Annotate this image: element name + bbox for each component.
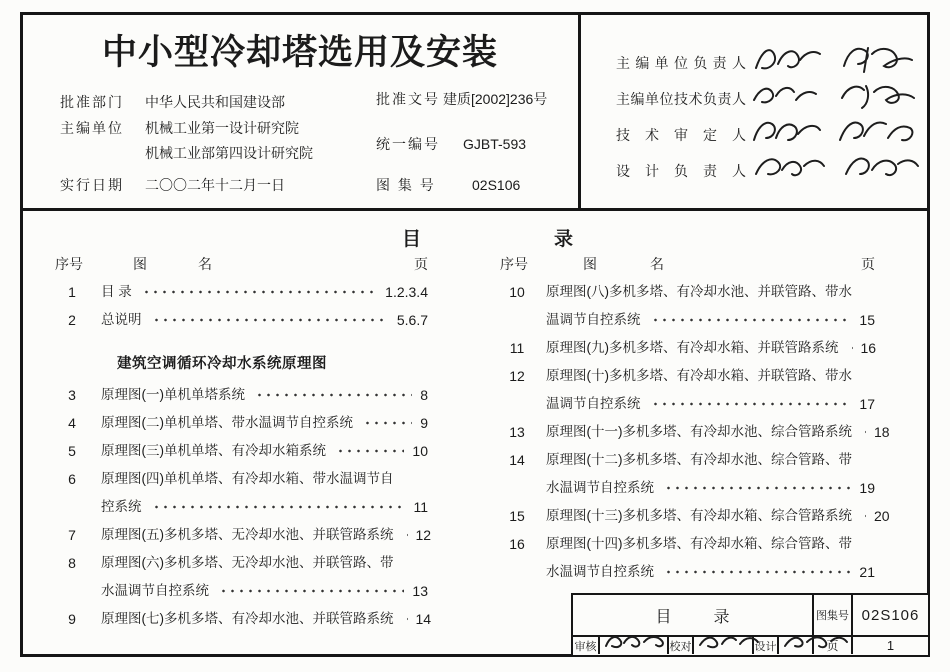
toc-indent (500, 558, 546, 586)
toc-row-number: 12 (509, 368, 525, 384)
toc-section-heading: 建筑空调循环冷却水系统原理图 (117, 356, 327, 372)
toc-row-page: 18 (874, 424, 890, 440)
editor-org-value-1: 机械工业第一设计研究院 (145, 120, 299, 136)
dot-leader (404, 533, 408, 537)
dot-leader (255, 393, 412, 397)
sheet-name-char-2: 录 (713, 608, 730, 626)
signatory-row (616, 80, 746, 120)
toc-row-wrap (500, 306, 875, 334)
toc-header-name: 名 (198, 256, 212, 272)
toc-row (55, 521, 432, 549)
document-title: 中小型冷却塔选用及安装 (101, 33, 498, 72)
toc-row-number: 11 (509, 340, 525, 356)
toc-row-title-continued: 控系统 (101, 499, 142, 514)
toc-row-title: 原理图(三)单机单塔、有冷却水箱系统 (101, 443, 326, 458)
dot-leader (664, 570, 851, 574)
title-block-row-1 (573, 595, 928, 637)
toc-row-page: 15 (859, 312, 875, 328)
editor-org-value-2: 机械工业部第四设计研究院 (145, 145, 313, 161)
toc-row (55, 605, 432, 633)
handwritten-signature-icon (748, 148, 926, 188)
unified-no-label: 统一编号 (376, 136, 440, 152)
handwritten-signature-icon (602, 632, 672, 652)
title-block-row-2 (573, 637, 928, 654)
titleblock-role-label: 设计 (754, 637, 779, 654)
toc-header-name: 名 (650, 256, 664, 272)
titleblock-role-label: 校对 (669, 637, 694, 654)
toc-row-number: 1 (68, 284, 76, 300)
effective-date-label: 实行日期 (60, 177, 124, 193)
toc-row (55, 278, 428, 306)
dot-leader (651, 318, 852, 322)
toc-row (55, 465, 428, 493)
handwritten-signature-icon (781, 632, 851, 652)
dot-leader (862, 430, 866, 434)
toc-row-title: 原理图(四)单机单塔、有冷却水箱、带水温调节自 (101, 471, 394, 486)
approval-dept-value: 中华人民共和国建设部 (145, 94, 285, 110)
signatory-role-label: 主编单位负责人 (616, 55, 746, 71)
toc-row (500, 502, 890, 530)
toc-row-page: 19 (859, 480, 875, 496)
toc-row-title-continued: 温调节自控系统 (546, 312, 641, 327)
unified-no-value: GJBT-593 (463, 136, 527, 152)
dot-leader (336, 449, 404, 453)
toc-row (500, 334, 875, 362)
toc-row-title: 原理图(八)多机多塔、有冷却水池、并联管路、带水 (546, 284, 852, 299)
toc-row (500, 278, 875, 306)
signatory-row (616, 152, 746, 192)
toc-row-page: 9 (420, 415, 428, 431)
toc-indent (500, 390, 546, 418)
toc-row-title: 原理图(十三)多机多塔、有冷却水箱、综合管路系统 (546, 508, 852, 523)
toc-column-header (55, 250, 428, 278)
toc-row (55, 306, 428, 334)
toc-row-title: 目 录 (101, 284, 132, 299)
dot-leader (862, 514, 866, 518)
toc-row-page: 8 (420, 387, 428, 403)
titleblock-role-label: 审核 (573, 637, 600, 654)
toc-row-page: 1.2.3.4 (385, 284, 428, 300)
toc-row-page: 13 (412, 583, 428, 599)
toc-row-wrap (500, 390, 875, 418)
toc-row-page: 17 (859, 396, 875, 412)
atlas-no-cell-label: 图集号 (814, 595, 853, 635)
dot-leader (363, 421, 412, 425)
toc-column-left (55, 250, 432, 633)
dot-leader (651, 402, 852, 406)
toc-row-number: 9 (68, 611, 76, 627)
approval-doc-no-label: 批准文号 (376, 91, 440, 107)
handwritten-signature-icon (696, 632, 766, 652)
toc-column-right (500, 250, 890, 586)
title-block-sheet-name (573, 595, 814, 635)
atlas-no-value: 02S106 (472, 177, 521, 193)
dot-leader (142, 290, 377, 294)
signatory-role-label: 设计负责人 (616, 163, 746, 179)
toc-row-title: 原理图(六)多机多塔、无冷却水池、并联管路、带 (101, 555, 394, 570)
dot-leader (219, 589, 404, 593)
dot-leader (152, 505, 406, 509)
toc-header-no: 序号 (500, 256, 528, 272)
toc-indent (55, 577, 101, 605)
toc-row (55, 549, 428, 577)
toc-row-number: 10 (509, 284, 525, 300)
atlas-no-label: 图 集 号 (376, 177, 436, 193)
toc-row-page: 5.6.7 (396, 312, 428, 328)
toc-row-title: 原理图(十四)多机多塔、有冷却水箱、综合管路、带 (546, 536, 852, 551)
toc-row-title: 原理图(九)多机多塔、有冷却水箱、并联管路系统 (546, 340, 839, 355)
titleblock-signature-cell (779, 637, 814, 654)
toc-row (55, 437, 428, 465)
toc-row-number: 3 (68, 387, 76, 403)
signatory-role-label: 技术审定人 (616, 127, 746, 143)
toc-header-fig: 图 (133, 256, 147, 272)
handwritten-signature-icon (748, 40, 926, 80)
toc-row-number: 6 (68, 471, 76, 487)
toc-indent (500, 474, 546, 502)
toc-column-header (500, 250, 875, 278)
dot-leader (664, 486, 851, 490)
approval-dept-label: 批准部门 (60, 94, 124, 110)
toc-row-number: 16 (509, 536, 525, 552)
toc-row (55, 381, 428, 409)
dot-leader (849, 346, 853, 350)
signatory-role-label: 主编单位技术负责人 (616, 91, 746, 107)
toc-row-page: 11 (413, 499, 428, 515)
toc-row-wrap (55, 493, 428, 521)
signatory-row (616, 44, 746, 84)
toc-row (55, 409, 428, 437)
toc-row-title: 原理图(十二)多机多塔、有冷却水池、综合管路、带 (546, 452, 852, 467)
header-vertical-divider (578, 12, 581, 211)
toc-row (500, 446, 875, 474)
toc-row-page: 14 (415, 611, 432, 627)
toc-row-title-continued: 水温调节自控系统 (101, 583, 209, 598)
toc-header-page: 页 (861, 256, 875, 272)
approval-doc-no-value: 建质[2002]236号 (443, 91, 548, 107)
dot-leader (152, 318, 389, 322)
toc-row-number: 15 (509, 508, 525, 524)
toc-row (500, 418, 890, 446)
handwritten-signature-icon (748, 112, 926, 152)
toc-row-number: 7 (68, 527, 76, 543)
titleblock-signature-cell (694, 637, 754, 654)
title-block (571, 593, 930, 657)
effective-date-value: 二〇〇二年十二月一日 (145, 177, 285, 193)
editor-org-label: 主编单位 (60, 120, 124, 136)
toc-row-number: 13 (509, 424, 525, 440)
toc-row-title: 总说明 (101, 312, 142, 327)
sheet-name-char-1: 目 (655, 608, 672, 626)
toc-indent (55, 493, 101, 521)
toc-row-title: 原理图(一)单机单塔系统 (101, 387, 245, 402)
toc-row-number: 4 (68, 415, 76, 431)
toc-header-page: 页 (414, 256, 428, 272)
toc-row-page: 21 (859, 564, 875, 580)
toc-row (500, 362, 875, 390)
toc-row (500, 530, 875, 558)
toc-row-title: 原理图(五)多机多塔、无冷却水池、并联管路系统 (101, 527, 394, 542)
toc-row-page: 10 (412, 443, 428, 459)
titleblock-signature-cell (600, 637, 669, 654)
toc-header-no: 序号 (55, 256, 83, 272)
toc-header-fig: 图 (583, 256, 597, 272)
toc-title-char-1: 目 (402, 229, 422, 250)
dot-leader (404, 617, 408, 621)
signatory-row (616, 116, 746, 156)
toc-row-page: 12 (415, 527, 432, 543)
atlas-no-cell-value: 02S106 (861, 606, 920, 624)
toc-row-title-continued: 水温调节自控系统 (546, 564, 654, 579)
toc-row-wrap (500, 558, 875, 586)
toc-row-title: 原理图(七)多机多塔、有冷却水池、并联管路系统 (101, 611, 394, 626)
toc-row-title: 原理图(十)多机多塔、有冷却水箱、并联管路、带水 (546, 368, 852, 383)
toc-row-page: 16 (860, 340, 877, 356)
toc-row-title-continued: 水温调节自控系统 (546, 480, 654, 495)
header-divider (20, 208, 930, 211)
toc-row-wrap (55, 577, 428, 605)
toc-indent (500, 306, 546, 334)
toc-row-number: 14 (509, 452, 525, 468)
toc-row-number: 8 (68, 555, 76, 571)
toc-row-wrap (500, 474, 875, 502)
toc-row-page: 20 (874, 508, 890, 524)
page-cell-value: 1 (886, 638, 895, 653)
toc-row-number: 5 (68, 443, 76, 459)
toc-title-char-2: 录 (554, 229, 574, 250)
toc-row-number: 2 (68, 312, 76, 328)
toc-row-title: 原理图(十一)多机多塔、有冷却水池、综合管路系统 (546, 424, 852, 439)
page-cell-label: 页 (814, 637, 853, 654)
toc-row-title-continued: 温调节自控系统 (546, 396, 641, 411)
handwritten-signature-icon (748, 76, 926, 116)
toc-row-title: 原理图(二)单机单塔、带水温调节自控系统 (101, 415, 353, 430)
